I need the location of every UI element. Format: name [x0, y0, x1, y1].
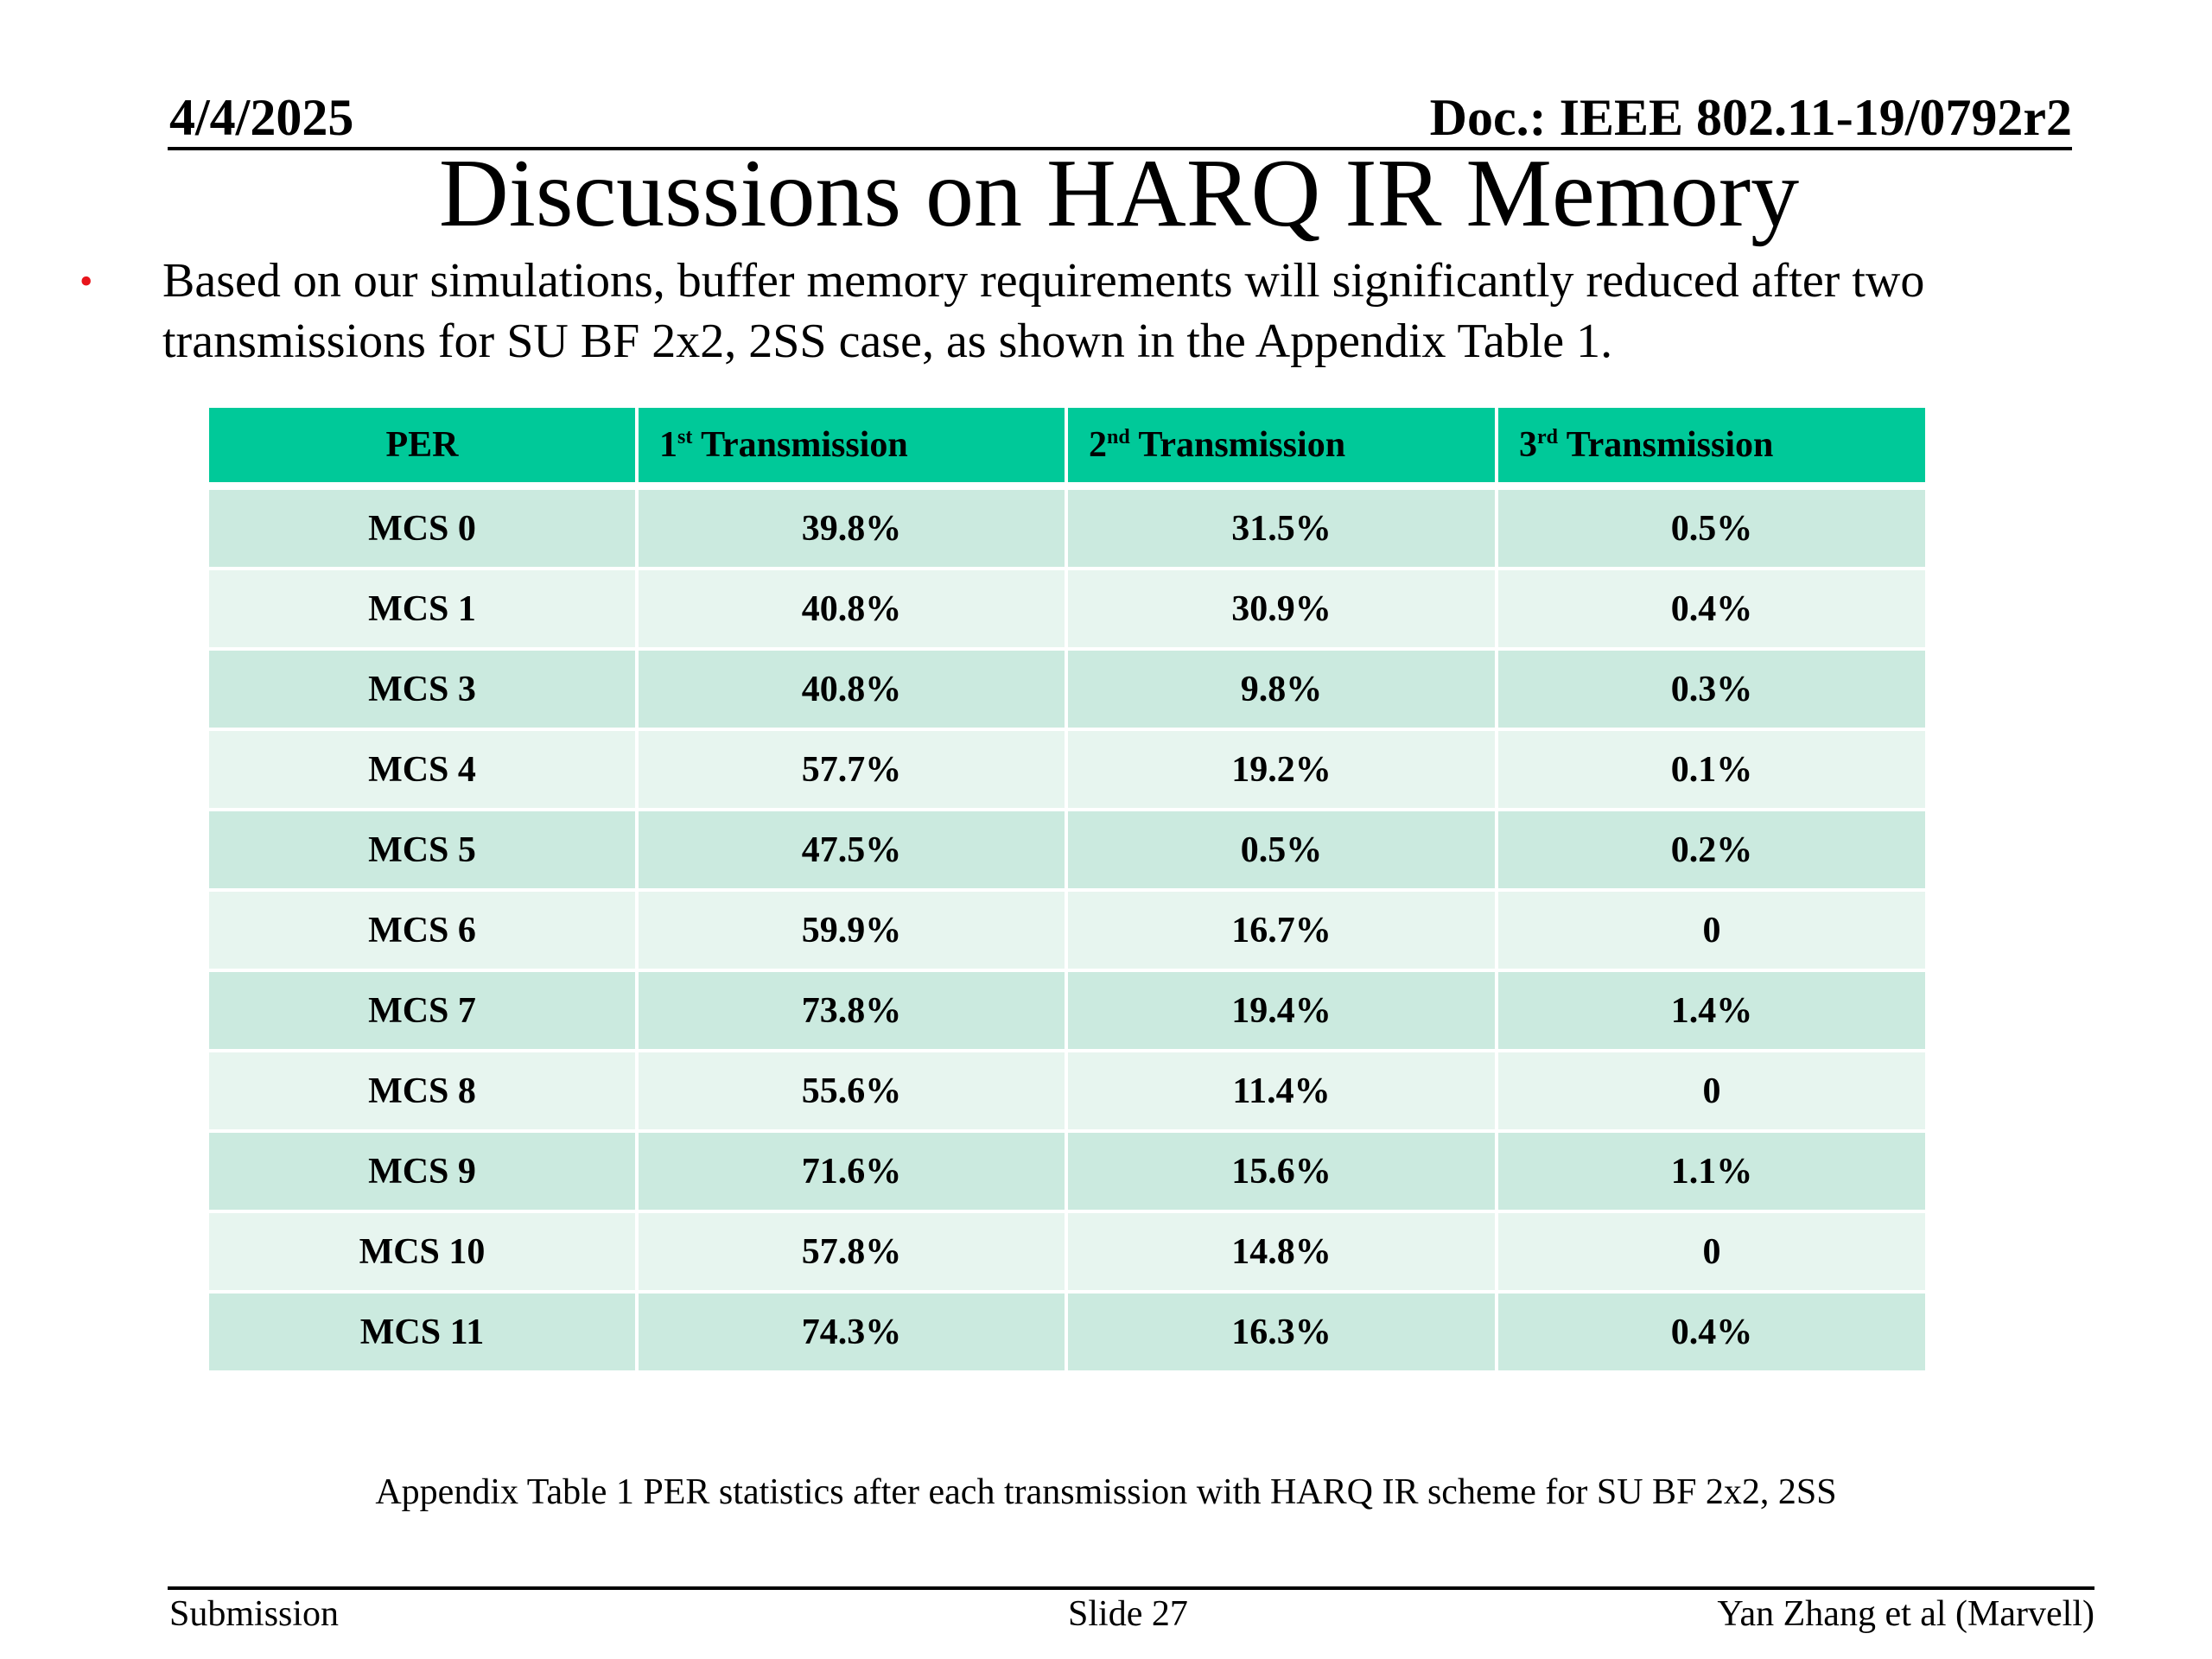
table-cell-3rd: 0.4% [1497, 1292, 1927, 1372]
table-caption: Appendix Table 1 PER statistics after each transmission with HARQ IR scheme for SU BF 2x2, 2SS [375, 1472, 1837, 1512]
slide-title: Discussions on HARQ IR Memory [438, 140, 1800, 247]
column-header-per [207, 406, 637, 486]
table-cell-1st: 40.8% [637, 649, 1066, 729]
table-cell-1st: 73.8% [637, 970, 1066, 1051]
table-cell-mcs: MCS 6 [207, 890, 637, 970]
table-cell-mcs: MCS 3 [207, 649, 637, 729]
column-header-2nd-transmission [1066, 406, 1497, 486]
table-cell-3rd: 0.2% [1497, 810, 1927, 890]
bullet-dot-icon: • [79, 260, 93, 302]
table-cell-2nd: 9.8% [1066, 649, 1497, 729]
column-header-ordinal: rd [1537, 426, 1558, 448]
per-table [206, 404, 1929, 1374]
table-cell-2nd: 0.5% [1066, 810, 1497, 890]
table-cell-mcs: MCS 1 [207, 569, 637, 649]
table-cell-3rd: 0 [1497, 1211, 1927, 1292]
table-cell-mcs: MCS 4 [207, 729, 637, 810]
table-cell-mcs: MCS 0 [207, 486, 637, 569]
table-cell-3rd: 0 [1497, 890, 1927, 970]
table-cell-mcs: MCS 10 [207, 1211, 637, 1292]
table-cell-mcs: MCS 8 [207, 1051, 637, 1131]
table-cell-2nd: 16.3% [1066, 1292, 1497, 1372]
table-cell-1st: 74.3% [637, 1292, 1066, 1372]
column-header-ordinal: st [677, 426, 693, 448]
column-header-label: Transmission [1129, 425, 1346, 465]
column-header-number: 2 [1089, 425, 1107, 465]
table-cell-2nd: 19.2% [1066, 729, 1497, 810]
table-row [207, 486, 1927, 569]
table-cell-2nd: 31.5% [1066, 486, 1497, 569]
table-cell-1st: 39.8% [637, 486, 1066, 569]
header-date: 4/4/2025 [169, 89, 354, 146]
table-row [207, 1131, 1927, 1211]
table-cell-1st: 71.6% [637, 1131, 1066, 1211]
column-header-3rd-transmission [1497, 406, 1927, 486]
table-cell-mcs: MCS 9 [207, 1131, 637, 1211]
table-row [207, 890, 1927, 970]
table-row [207, 1211, 1927, 1292]
table-cell-3rd: 0.1% [1497, 729, 1927, 810]
table-cell-3rd: 0.5% [1497, 486, 1927, 569]
column-header-number: 3 [1519, 425, 1537, 465]
column-header-number: 1 [659, 425, 677, 465]
bullet-text: Based on our simulations, buffer memory requirements will significantly reduced after two transmissions for SU BF 2x2, 2SS case, as shown in the Appendix Table 1. [162, 254, 1925, 368]
column-header-label: PER [385, 425, 459, 465]
footer-author: Yan Zhang et al (Marvell) [1717, 1594, 2094, 1634]
table-row [207, 810, 1927, 890]
column-header-1st-transmission [637, 406, 1066, 486]
table-cell-1st: 40.8% [637, 569, 1066, 649]
header-doc-id: Doc.: IEEE 802.11-19/0792r2 [1429, 89, 2072, 146]
table-row [207, 970, 1927, 1051]
table-cell-2nd: 16.7% [1066, 890, 1497, 970]
footer-rule [168, 1586, 2094, 1590]
table-cell-2nd: 11.4% [1066, 1051, 1497, 1131]
table-cell-2nd: 30.9% [1066, 569, 1497, 649]
table-cell-3rd: 0.3% [1497, 649, 1927, 729]
column-header-ordinal: nd [1107, 426, 1130, 448]
table-row [207, 649, 1927, 729]
table-cell-3rd: 0.4% [1497, 569, 1927, 649]
table-cell-2nd: 15.6% [1066, 1131, 1497, 1211]
table-cell-1st: 57.8% [637, 1211, 1066, 1292]
column-header-label: Transmission [1558, 425, 1774, 465]
table-cell-2nd: 14.8% [1066, 1211, 1497, 1292]
table-cell-mcs: MCS 5 [207, 810, 637, 890]
table-cell-3rd: 1.4% [1497, 970, 1927, 1051]
table-cell-1st: 47.5% [637, 810, 1066, 890]
table-cell-3rd: 1.1% [1497, 1131, 1927, 1211]
table-cell-1st: 57.7% [637, 729, 1066, 810]
table-cell-mcs: MCS 11 [207, 1292, 637, 1372]
table-row [207, 1051, 1927, 1131]
footer-submission: Submission [169, 1594, 340, 1634]
table-row [207, 1292, 1927, 1372]
table-cell-1st: 59.9% [637, 890, 1066, 970]
table-cell-mcs: MCS 7 [207, 970, 637, 1051]
footer-slide-number: Slide 27 [1068, 1594, 1188, 1634]
table-cell-1st: 55.6% [637, 1051, 1066, 1131]
table-row [207, 569, 1927, 649]
column-header-label: Transmission [692, 425, 908, 465]
table-cell-3rd: 0 [1497, 1051, 1927, 1131]
table-row [207, 729, 1927, 810]
table-cell-2nd: 19.4% [1066, 970, 1497, 1051]
table-header-row [207, 406, 1927, 486]
